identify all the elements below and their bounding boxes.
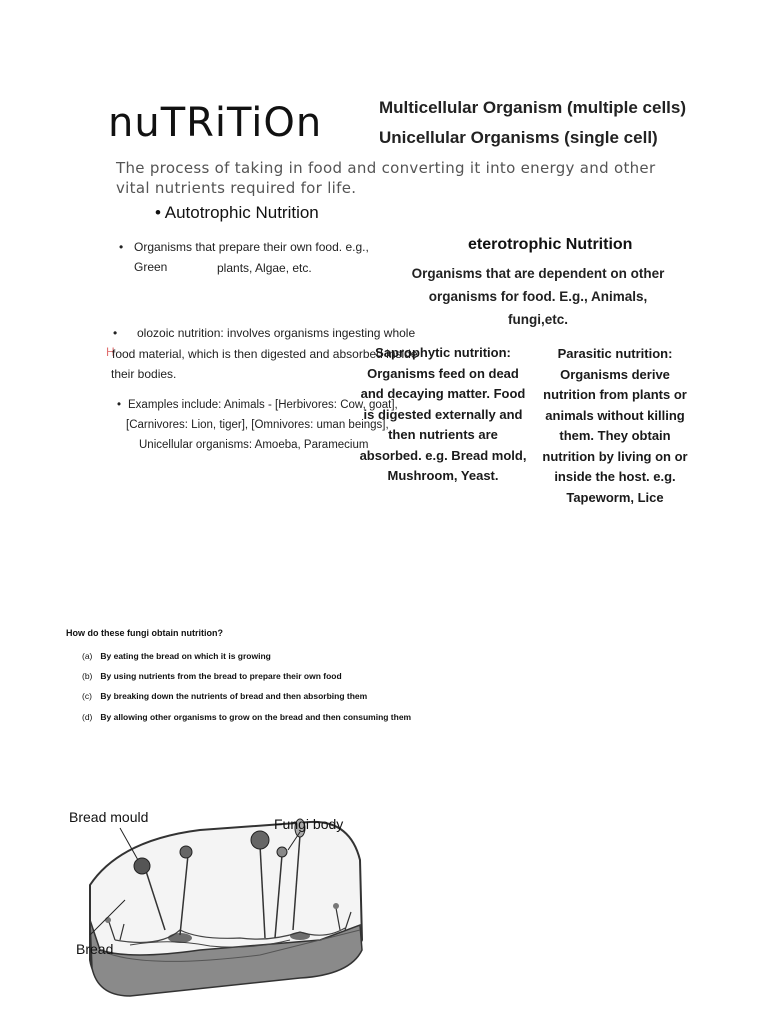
quiz-option-d[interactable] <box>82 712 411 722</box>
quiz-option-b[interactable] <box>82 671 342 681</box>
fungi-body-label: Fungi body <box>274 816 344 832</box>
examples-bullet: • <box>117 399 122 411</box>
bread-label: Bread <box>76 941 114 957</box>
page-title: nuTRiTiOn <box>108 100 323 146</box>
holozoic-line3: their bodies. <box>111 367 177 381</box>
option-letter: (d) <box>82 712 93 722</box>
holozoic-bullet: • <box>113 326 118 340</box>
autotrophic-desc-line1: Organisms that prepare their own food. e.g., Green <box>134 240 369 274</box>
autotrophic-heading: • Autotrophic Nutrition <box>155 203 319 222</box>
quiz-option-a[interactable] <box>82 651 271 661</box>
heterotrophic-desc: Organisms that are dependent on other organisms for food. E.g., Animals, fungi,etc. <box>411 266 665 327</box>
option-letter: (c) <box>82 691 92 701</box>
holozoic-line2: food material, which is then digested and absorbed inside <box>112 347 418 361</box>
option-text: By allowing other organisms to grow on the bread and then consuming them <box>100 712 412 722</box>
saprophytic-text: Saprophytic nutrition: Organisms feed on dead and decaying matter. Food is digested externally and then nutrients are absorbed. e.g. Bread mold, Mushroom, Yeast. <box>359 345 527 483</box>
option-letter: (b) <box>82 671 93 681</box>
option-letter: (a) <box>82 651 93 661</box>
quiz-question: How do these fungi obtain nutrition? <box>66 628 223 638</box>
autotrophic-desc-line2: plants, Algae, etc. <box>217 261 312 275</box>
autotrophic-bullet: • <box>119 240 124 254</box>
unicellular-heading: Unicellular Organisms (single cell) <box>379 128 658 147</box>
option-text: By eating the bread on which it is growing <box>100 651 271 661</box>
parasitic-text: Parasitic nutrition: Organisms derive nutrition from plants or animals without killing them. They obtain nutrition by living on or inside the host. e.g. Tapeworm, Lice <box>542 346 688 505</box>
option-text: By using nutrients from the bread to prepare their own food <box>100 671 342 681</box>
bread-mould-label: Bread mould <box>69 809 149 825</box>
edit-marker: H <box>106 345 115 359</box>
nutrition-definition: The process of taking in food and converting it into energy and other vital nutrients required for life. <box>116 159 656 197</box>
multicellular-heading: Multicellular Organism (multiple cells) <box>379 98 687 117</box>
quiz-option-c[interactable] <box>82 691 367 701</box>
option-text: By breaking down the nutrients of bread and then absorbing them <box>100 691 368 701</box>
examples-line2: [Carnivores: Lion, tiger], [Omnivores: uman beings], <box>126 419 389 431</box>
holozoic-line1: olozoic nutrition: involves organisms ingesting whole <box>137 326 416 340</box>
heterotrophic-heading: eterotrophic Nutrition <box>468 236 633 253</box>
examples-line1: Examples include: Animals - [Herbivores: Cow, goat], <box>128 399 398 411</box>
examples-line3: Unicellular organisms: Amoeba, Paramecium <box>139 439 369 451</box>
